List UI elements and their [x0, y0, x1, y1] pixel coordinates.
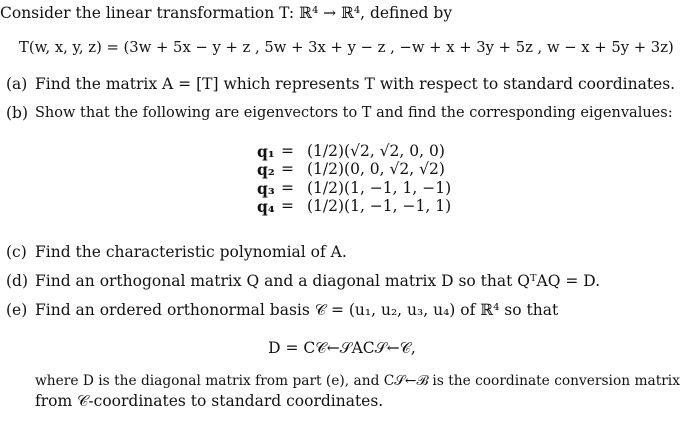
eigenvector-value: (1/2)(√2, √2, 0, 0) — [307, 141, 445, 160]
eigenvector-row — [257, 179, 451, 198]
eigenvector-name: q₄ — [257, 197, 275, 216]
eigenvector-name: q₂ — [257, 160, 275, 179]
part-a-text: Find the matrix A = [T] which represents T with respect to standard coordinates. — [35, 75, 676, 93]
eigenvector-row — [257, 198, 451, 217]
eigenvector-name: q₃ — [257, 178, 275, 198]
part-c-label: (c) — [6, 243, 27, 261]
intro-text: Consider the linear transformation T: ℝ⁴ → ℝ⁴, defined by — [0, 4, 453, 22]
closing-text-line-1: where D is the diagonal matrix from part (e), and C𝒮←ℬ is the coordinate conversion matrix — [35, 373, 680, 389]
equals-sign: = — [281, 178, 294, 197]
part-c-text: Find the characteristic polynomial of A. — [35, 243, 347, 261]
part-e-label: (e) — [6, 301, 28, 319]
closing-text-line-2: from 𝒞-coordinates to standard coordinates. — [35, 392, 384, 410]
eigenvector-name: q₁ — [257, 141, 275, 161]
eigenvector-value: (1/2)(1, −1, −1, 1) — [307, 197, 452, 215]
eigenvector-list — [257, 142, 451, 216]
equals-sign: = — [281, 197, 294, 215]
equals-sign: = — [281, 160, 294, 178]
part-e-text: Find an ordered orthonormal basis 𝒞 = (u₁, u₂, u₃, u₄) of ℝ⁴ so that — [35, 301, 559, 319]
equals-sign: = — [281, 141, 294, 160]
conversion-formula: D = C𝒞←𝒮AC𝒮←𝒞, — [268, 339, 416, 357]
part-b-label: (b) — [6, 104, 29, 122]
transformation-definition: T(w, x, y, z) = (3w + 5x − y + z , 5w + 3x + y − z , −w + x + 3y + 5z , w − x + 5y + 3z) — [19, 39, 674, 56]
eigenvector-row — [257, 142, 451, 161]
eigenvector-row — [257, 161, 451, 180]
part-b-text: Show that the following are eigenvectors to T and find the corresponding eigenvalues: — [35, 105, 673, 121]
part-d-label: (d) — [6, 272, 29, 290]
eigenvector-value: (1/2)(0, 0, √2, √2) — [307, 160, 445, 178]
part-a-label: (a) — [6, 75, 28, 93]
part-d-text: Find an orthogonal matrix Q and a diagonal matrix D so that QᵀAQ = D. — [35, 272, 601, 290]
eigenvector-value: (1/2)(1, −1, 1, −1) — [307, 178, 452, 197]
